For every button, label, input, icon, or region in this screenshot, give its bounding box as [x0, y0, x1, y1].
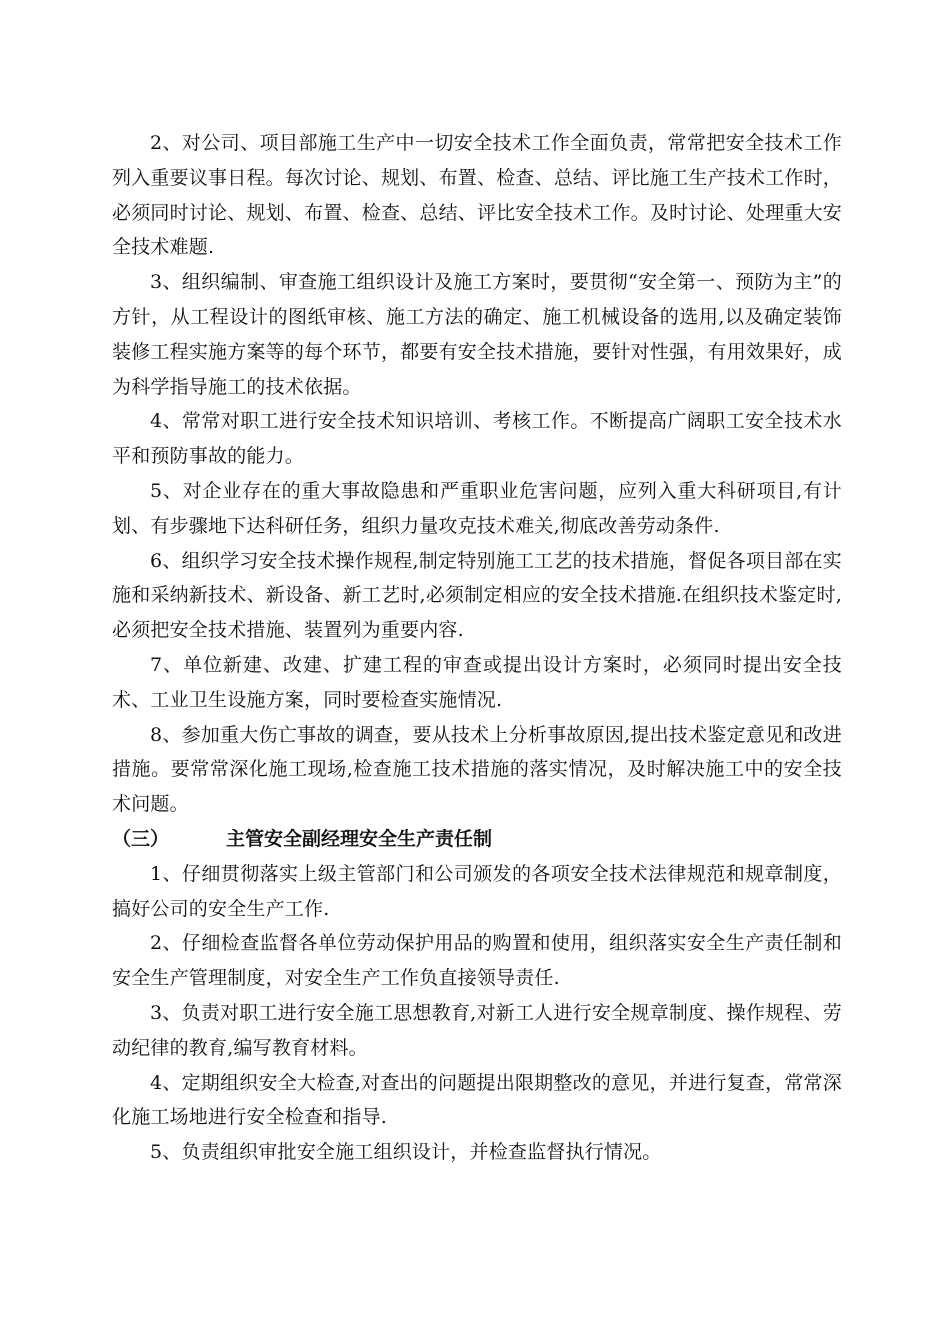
- section-title: 主管安全副经理安全生产责任制: [226, 827, 493, 850]
- paragraph-item-3: 3、组织编制、审查施工组织设计及施工方案时，要贯彻“安全第一、预防为主”的方针，从工程设计的图纸审核、施工方法的确定、施工机械设备的选用,以及确定装饰装修工程实施方案等的每个环节，都要有安全技术措施，要针对性强，有用效果好，成为科学指导施工的技术依据。: [112, 271, 842, 398]
- section-heading: [112, 822, 842, 857]
- section-paragraph-4: 4、定期组织安全大检查,对查出的问题提出限期整改的意见，并进行复查，常常深化施工场地进行安全检查和指导.: [112, 1071, 842, 1129]
- paragraph-item-8: 8、参加重大伤亡事故的调查，要从技术上分析事故原因,提出技术鉴定意见和改进措施。要常常深化施工现场,检查施工技术措施的落实情况，及时解决施工中的安全技术问题。: [112, 723, 842, 816]
- paragraph-item-5: 5、对企业存在的重大事故隐患和严重职业危害问题，应列入重大科研项目,有计划、有步骤地下达科研任务，组织力量攻克技术难关,彻底改善劳动条件.: [112, 479, 842, 537]
- paragraph-item-6: 6、组织学习安全技术操作规程,制定特别施工工艺的技术措施，督促各项目部在实施和采纳新技术、新设备、新工艺时,必须制定相应的安全技术措施.在组织技术鉴定时,必须把安全技术措施、装置列为重要内容.: [112, 549, 842, 642]
- section-paragraph-1: 1、仔细贯彻落实上级主管部门和公司颁发的各项安全技术法律规范和规章制度，搞好公司的安全生产工作.: [112, 862, 842, 920]
- document-body: [112, 126, 842, 1170]
- section-paragraph-5: 5、负责组织审批安全施工组织设计，并检查监督执行情况。: [150, 1141, 662, 1164]
- paragraph-item-2: 2、对公司、项目部施工生产中一切安全技术工作全面负责，常常把安全技术工作列入重要议事日程。每次讨论、规划、布置、检查、总结、评比施工生产技术工作时，必须同时讨论、规划、布置、检查、总结、评比安全技术工作。及时讨论、处理重大安全技术难题.: [112, 132, 842, 259]
- section-paragraph-3: 3、负责对职工进行安全施工思想教育,对新工人进行安全规章制度、操作规程、劳动纪律的教育,编写教育材料。: [112, 1001, 842, 1059]
- paragraph-item-7: 7、单位新建、改建、扩建工程的审查或提出设计方案时，必须同时提出安全技术、工业卫生设施方案，同时要检查实施情况.: [112, 653, 842, 711]
- paragraph-item-4: 4、常常对职工进行安全技术知识培训、考核工作。不断提高广阔职工安全技术水平和预防事故的能力。: [112, 410, 842, 468]
- section-paragraph-2: 2、仔细检查监督各单位劳动保护用品的购置和使用，组织落实安全生产责任制和安全生产管理制度，对安全生产工作负直接领导责任.: [112, 932, 842, 990]
- section-number: （三）: [112, 827, 170, 850]
